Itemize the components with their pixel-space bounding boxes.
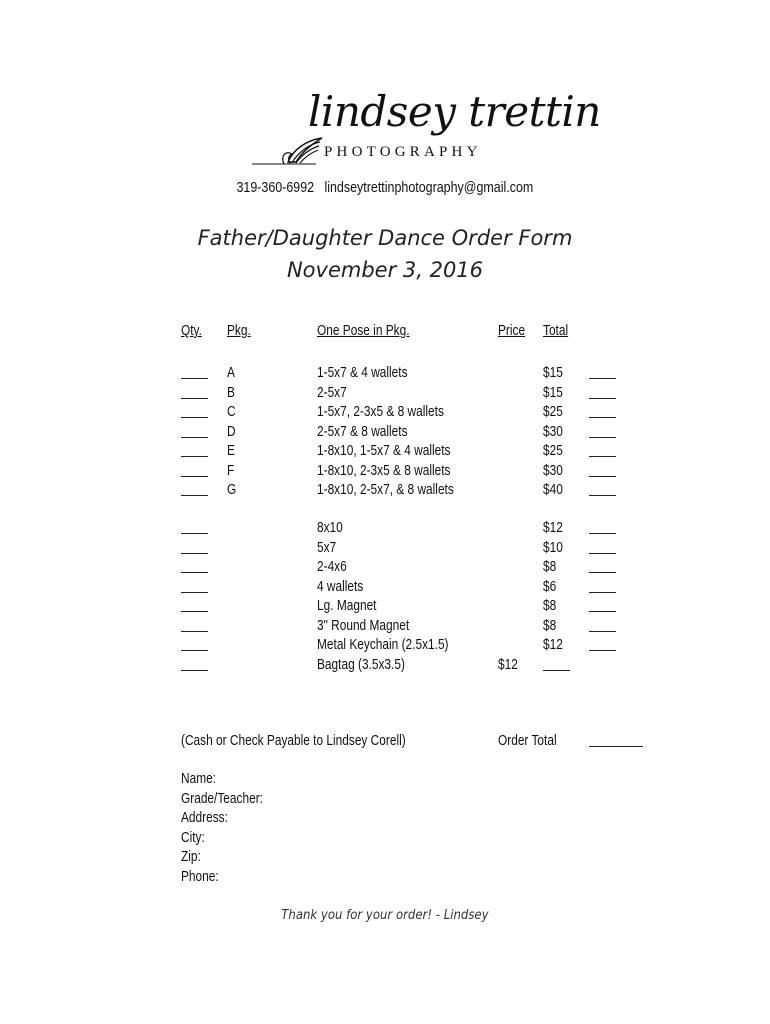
customer-field-label: Name: — [181, 771, 217, 787]
total-blank[interactable] — [589, 553, 616, 554]
total-blank[interactable] — [589, 572, 616, 573]
qty-blank[interactable] — [181, 670, 208, 671]
logo-subtitle: PHOTOGRAPHY — [324, 144, 482, 160]
total-blank[interactable] — [589, 631, 616, 632]
package-description: 1-8x10, 1-5x7 & 4 wallets — [317, 443, 451, 459]
header-total: Total — [543, 323, 569, 339]
package-letter: A — [227, 365, 235, 381]
total-blank[interactable] — [589, 533, 616, 534]
extra-price: $10 — [543, 539, 563, 556]
order-total-label: Order Total — [498, 733, 557, 749]
total-blank[interactable] — [543, 670, 570, 671]
qty-blank[interactable] — [181, 611, 208, 612]
phone-number: 319-360-6992 — [236, 180, 315, 196]
package-letter: G — [227, 482, 237, 498]
total-blank[interactable] — [589, 650, 616, 651]
qty-blank[interactable] — [181, 533, 208, 534]
customer-field-label: City: — [181, 829, 205, 846]
form-date: November 3, 2016 — [286, 258, 484, 282]
photographer-logo — [250, 87, 601, 173]
package-letter: C — [227, 404, 236, 420]
qty-blank[interactable] — [181, 650, 208, 651]
total-blank[interactable] — [589, 437, 616, 438]
qty-blank[interactable] — [181, 378, 208, 379]
extra-description: Bagtag (3.5x3.5) — [317, 656, 405, 673]
payment-note: (Cash or Check Payable to Lindsey Corell) — [181, 733, 406, 749]
qty-blank[interactable] — [181, 398, 208, 399]
package-letter: D — [227, 423, 236, 440]
package-price: $25 — [543, 404, 563, 420]
package-price: $15 — [543, 365, 563, 381]
package-description: 2-5x7 — [317, 384, 347, 401]
extra-price: $8 — [543, 617, 557, 634]
total-blank[interactable] — [589, 611, 616, 612]
qty-blank[interactable] — [181, 592, 208, 593]
package-price: $30 — [543, 462, 563, 479]
feather-swirl-icon — [250, 126, 330, 170]
extra-price: $8 — [543, 598, 557, 614]
package-description: 1-8x10, 2-5x7, & 8 wallets — [317, 482, 454, 498]
qty-blank[interactable] — [181, 553, 208, 554]
customer-field-label: Address: — [181, 810, 228, 826]
qty-blank[interactable] — [181, 631, 208, 632]
package-description: 2-5x7 & 8 wallets — [317, 423, 408, 440]
customer-field-label: Zip: — [181, 849, 201, 865]
package-letter: F — [227, 462, 235, 479]
form-title: Father/Daughter Dance Order Form — [197, 226, 573, 250]
extra-description: 2-4x6 — [317, 559, 347, 575]
total-blank[interactable] — [589, 476, 616, 477]
extra-description: 4 wallets — [317, 578, 364, 595]
package-description: 1-5x7 & 4 wallets — [317, 365, 408, 381]
qty-blank[interactable] — [181, 437, 208, 438]
extra-price: $6 — [543, 578, 557, 595]
header-price: Price — [498, 323, 526, 339]
qty-blank[interactable] — [181, 476, 208, 477]
qty-blank[interactable] — [181, 572, 208, 573]
extra-price: $12 — [498, 656, 518, 673]
email-address: lindseytrettinphotography@gmail.com — [324, 180, 534, 196]
qty-blank[interactable] — [181, 495, 208, 496]
order-total-blank[interactable] — [589, 746, 643, 747]
qty-blank[interactable] — [181, 417, 208, 418]
header-pkg: Pkg. — [227, 323, 251, 339]
extra-price: $8 — [543, 559, 557, 575]
extra-price: $12 — [543, 520, 563, 536]
extra-description: Lg. Magnet — [317, 598, 377, 614]
extra-price: $12 — [543, 637, 563, 653]
package-description: 1-8x10, 2-3x5 & 8 wallets — [317, 462, 451, 479]
thank-you-note: Thank you for your order! - Lindsey — [281, 908, 489, 923]
total-blank[interactable] — [589, 592, 616, 593]
total-blank[interactable] — [589, 456, 616, 457]
total-blank[interactable] — [589, 417, 616, 418]
extra-description: 8x10 — [317, 520, 343, 536]
package-price: $40 — [543, 482, 563, 498]
package-price: $30 — [543, 423, 563, 440]
package-letter: E — [227, 443, 235, 459]
total-blank[interactable] — [589, 378, 616, 379]
total-blank[interactable] — [589, 398, 616, 399]
total-blank[interactable] — [589, 495, 616, 496]
extra-description: 3" Round Magnet — [317, 617, 410, 634]
package-description: 1-5x7, 2-3x5 & 8 wallets — [317, 404, 444, 420]
customer-field-label: Grade/Teacher: — [181, 790, 263, 807]
package-price: $25 — [543, 443, 563, 459]
header-qty: Qty. — [181, 323, 202, 339]
extra-description: 5x7 — [317, 539, 337, 556]
header-pose: One Pose in Pkg. — [317, 323, 410, 339]
logo-script-text: lindsey trettin — [308, 87, 601, 136]
customer-field-label: Phone: — [181, 868, 219, 885]
qty-blank[interactable] — [181, 456, 208, 457]
contact-line — [54, 178, 716, 198]
package-letter: B — [227, 384, 235, 401]
package-price: $15 — [543, 384, 563, 401]
extra-description: Metal Keychain (2.5x1.5) — [317, 637, 449, 653]
